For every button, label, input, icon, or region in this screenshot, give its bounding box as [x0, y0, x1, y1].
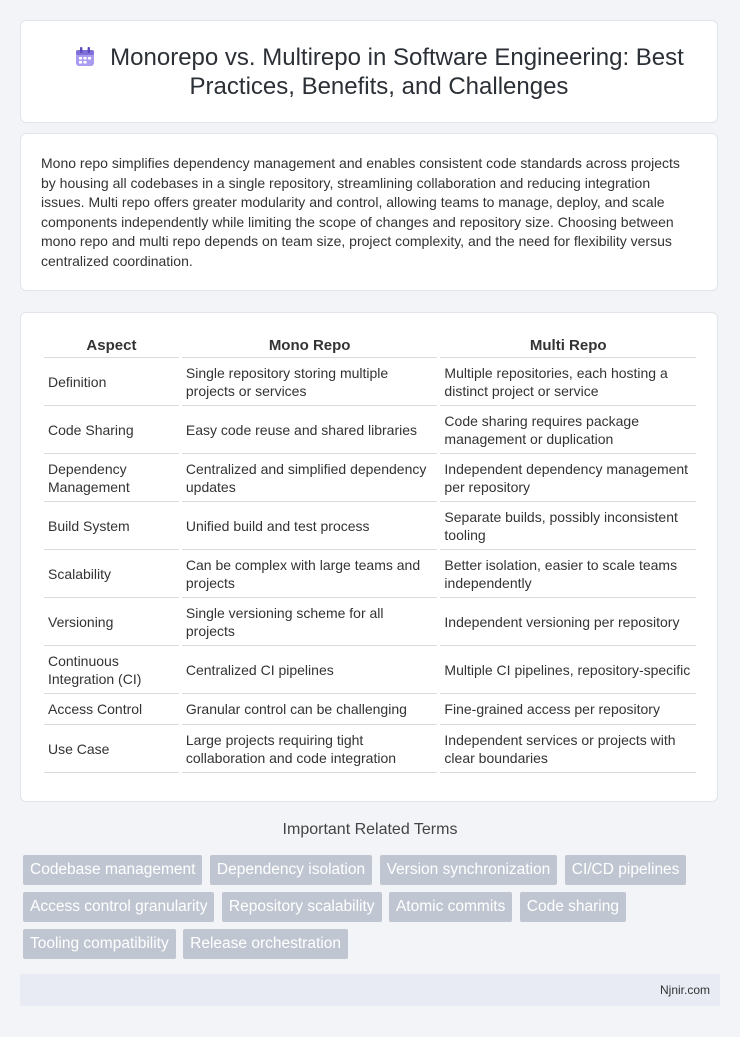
related-term-tag[interactable]: Code sharing	[520, 892, 626, 922]
table-row	[44, 598, 696, 646]
table-row	[44, 550, 696, 598]
table-row	[44, 725, 696, 773]
title-card	[20, 20, 718, 123]
related-term-tag[interactable]: Repository scalability	[222, 892, 382, 922]
summary-text: Mono repo simplifies dependency management and enables consistent code standards across projects by housing all codebases in a single repository, streamlining collaboration and reducing integration issues. Multi repo offers greater modularity and control, allowing teams to manage, deploy, and scale components independently while limiting the scope of changes and repository size. Choosing between mono repo and multi repo depends on team size, project complexity, and the need for flexibility versus centralized coordination.	[41, 155, 680, 269]
multi-cell: Better isolation, easier to scale teams independently	[440, 550, 696, 598]
multi-cell: Separate builds, possibly inconsistent tooling	[440, 502, 696, 550]
related-terms-heading: Important Related Terms	[282, 821, 458, 838]
related-term-tag[interactable]: Release orchestration	[183, 929, 348, 959]
aspect-cell: Definition	[44, 358, 179, 406]
related-term-tag[interactable]: Access control granularity	[23, 892, 214, 922]
table-row	[44, 454, 696, 502]
multi-cell: Code sharing requires package management or duplication	[440, 406, 696, 454]
multi-cell: Multiple repositories, each hosting a distinct project or service	[440, 358, 696, 406]
table-row	[44, 358, 696, 406]
related-term-tag[interactable]: Atomic commits	[389, 892, 512, 922]
mono-cell: Unified build and test process	[182, 502, 438, 550]
comparison-table-card	[20, 312, 718, 802]
aspect-cell: Use Case	[44, 725, 179, 773]
table-header-row	[44, 333, 696, 358]
mono-cell: Single repository storing multiple projects or services	[182, 358, 438, 406]
aspect-cell: Access Control	[44, 694, 179, 725]
related-term-tag[interactable]: Tooling compatibility	[23, 929, 176, 959]
aspect-cell: Dependency Management	[44, 454, 179, 502]
table-row	[44, 646, 696, 694]
header-mono-repo: Mono Repo	[182, 333, 438, 358]
table-row	[44, 406, 696, 454]
page-title: Monorepo vs. Multirepo in Software Engineering: Best Practices, Benefits, and Challenges	[110, 44, 684, 100]
related-term-tag[interactable]: Dependency isolation	[210, 855, 372, 885]
aspect-cell: Build System	[44, 502, 179, 550]
mono-cell: Can be complex with large teams and projects	[182, 550, 438, 598]
aspect-cell: Versioning	[44, 598, 179, 646]
mono-cell: Large projects requiring tight collaboration and code integration	[182, 725, 438, 773]
mono-cell: Granular control can be challenging	[182, 694, 438, 725]
multi-cell: Multiple CI pipelines, repository-specific	[440, 646, 696, 694]
related-term-tag[interactable]: Codebase management	[23, 855, 202, 885]
table-row	[44, 694, 696, 725]
page-title-wrap	[61, 43, 697, 101]
table-row	[44, 502, 696, 550]
aspect-cell: Scalability	[44, 550, 179, 598]
multi-cell: Independent dependency management per repository	[440, 454, 696, 502]
related-term-tag[interactable]: Version synchronization	[380, 855, 558, 885]
related-terms-list	[23, 855, 723, 966]
related-term-tag[interactable]: CI/CD pipelines	[565, 855, 687, 885]
header-aspect: Aspect	[44, 333, 179, 358]
mono-cell: Centralized and simplified dependency updates	[182, 454, 438, 502]
summary-card	[20, 133, 718, 291]
comparison-table	[41, 333, 699, 773]
aspect-cell: Code Sharing	[44, 406, 179, 454]
multi-cell: Independent versioning per repository	[440, 598, 696, 646]
aspect-cell: Continuous Integration (CI)	[44, 646, 179, 694]
footer	[20, 974, 720, 1006]
multi-cell: Fine-grained access per repository	[440, 694, 696, 725]
mono-cell: Single versioning scheme for all projects	[182, 598, 438, 646]
mono-cell: Centralized CI pipelines	[182, 646, 438, 694]
footer-site-link[interactable]: Njnir.com	[659, 983, 710, 997]
header-multi-repo: Multi Repo	[440, 333, 696, 358]
mono-cell: Easy code reuse and shared libraries	[182, 406, 438, 454]
calendar-icon	[74, 46, 96, 68]
multi-cell: Independent services or projects with clear boundaries	[440, 725, 696, 773]
